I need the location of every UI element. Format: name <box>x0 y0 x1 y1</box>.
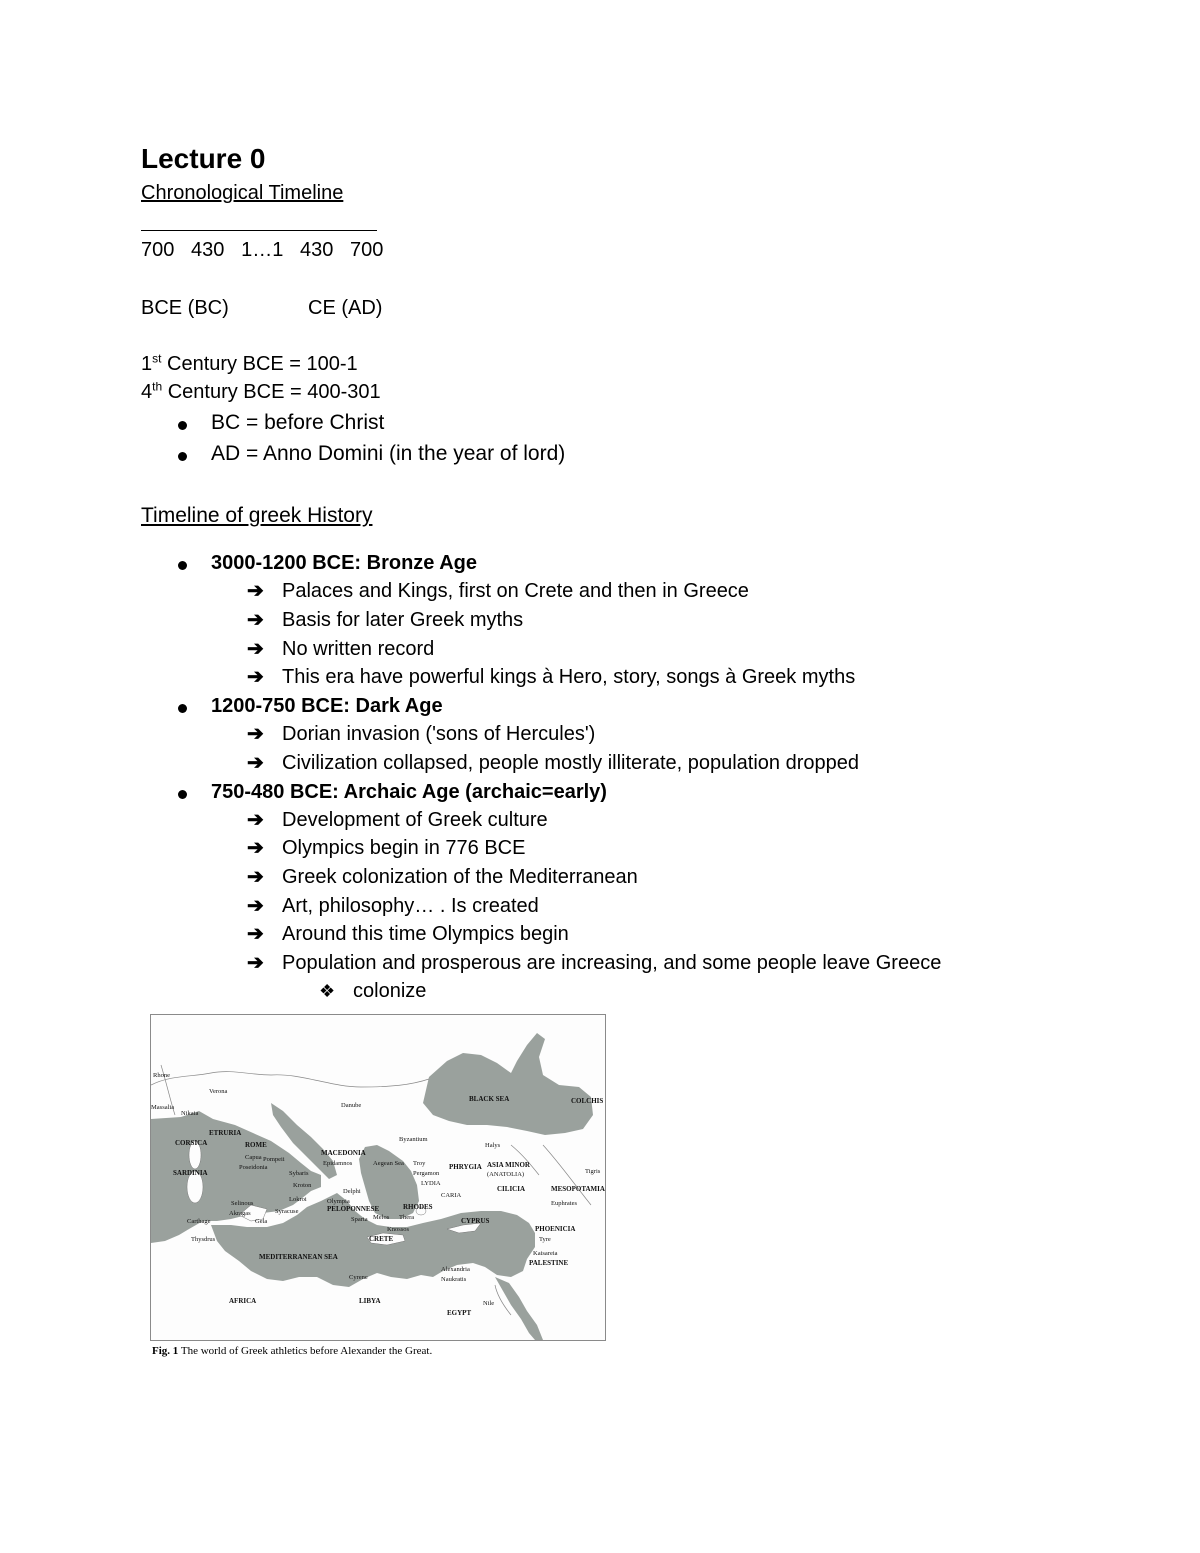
map-label: Byzantium <box>399 1136 428 1143</box>
bullet-icon <box>178 561 187 570</box>
bce-label: BCE (BC) <box>141 297 229 319</box>
arrow-right-icon: ➔ <box>247 638 264 660</box>
bullet-icon <box>178 421 187 430</box>
map-label: Verona <box>209 1088 228 1095</box>
arrow-right-icon: ➔ <box>247 866 264 888</box>
map-label: Naukratis <box>441 1276 467 1283</box>
map-label: Euphrates <box>551 1200 577 1207</box>
bullet-icon <box>178 790 187 799</box>
map-label: PHRYGIA <box>449 1163 482 1171</box>
map-label: Danube <box>341 1102 362 1109</box>
map-label: LYDIA <box>421 1180 441 1187</box>
figure-caption-text: The world of Greek athletics before Alexander the Great. <box>180 1345 433 1357</box>
map-label: CILICIA <box>497 1185 526 1193</box>
lecture-title: Lecture 0 <box>141 143 266 174</box>
century-4-text: Century BCE = 400-301 <box>162 381 381 403</box>
map-label: PALESTINE <box>529 1259 569 1267</box>
list-item: Basis for later Greek myths <box>282 609 524 631</box>
map-label: MACEDONIA <box>321 1149 366 1157</box>
map-label: SARDINIA <box>173 1169 208 1177</box>
century-1-line <box>141 352 358 376</box>
map-label: Gela <box>255 1218 268 1225</box>
map-label: Tyre <box>539 1236 551 1243</box>
map-label: COLCHIS <box>571 1097 604 1105</box>
sea-areas <box>151 1033 593 1340</box>
list-item: Greek colonization of the Mediterranean <box>282 866 638 888</box>
sub-list-item: colonize <box>353 980 427 1002</box>
map-label: RHODES <box>403 1203 433 1211</box>
map-label: Sybaris <box>289 1170 309 1177</box>
map-label: Poseidonia <box>239 1164 268 1171</box>
map-label: MESOPOTAMIA <box>551 1185 605 1193</box>
map-label: CYPRUS <box>461 1217 490 1225</box>
map-label: Nile <box>483 1300 495 1307</box>
map-label: Selinous <box>231 1200 254 1207</box>
list-item: This era have powerful kings à Hero, story, songs à Greek myths <box>282 666 856 688</box>
map-label: ROME <box>245 1141 267 1149</box>
list-item: Palaces and Kings, first on Crete and then in Greece <box>282 580 749 602</box>
arrow-right-icon: ➔ <box>247 723 264 745</box>
map-label: Sparta <box>351 1216 368 1223</box>
map-label: Knossos <box>387 1226 410 1233</box>
bullet-icon <box>178 704 187 713</box>
map-label: EGYPT <box>447 1309 472 1317</box>
arrow-right-icon: ➔ <box>247 952 264 974</box>
map-label: CORSICA <box>175 1139 208 1147</box>
map-label: Pergamon <box>413 1170 440 1177</box>
arrow-right-icon: ➔ <box>247 837 264 859</box>
map-label: MEDITERRANEAN SEA <box>259 1253 338 1261</box>
dark-age-heading: 1200-750 BCE: Dark Age <box>211 695 443 717</box>
map-label: CARIA <box>441 1192 462 1199</box>
map-drawing <box>151 1015 605 1340</box>
map-label: Massalia <box>151 1104 175 1111</box>
map-label: Kroton <box>293 1182 312 1189</box>
map-label: Akragas <box>229 1210 251 1217</box>
list-item: Civilization collapsed, people mostly illiterate, population dropped <box>282 752 860 774</box>
century-4-line <box>141 380 381 404</box>
century-4-sup: th <box>152 379 163 394</box>
map-label: Nikaia <box>181 1110 199 1117</box>
map-label: Thysdrus <box>191 1236 216 1243</box>
century-1-sup: st <box>152 351 162 366</box>
map-label: Thera <box>399 1214 415 1221</box>
map-label: LIBYA <box>359 1297 381 1305</box>
map-label: Syracuse <box>275 1208 299 1215</box>
arrow-right-icon: ➔ <box>247 580 264 602</box>
map-label: Capua <box>245 1154 262 1161</box>
timeline-rule <box>141 230 377 231</box>
map-label: Troy <box>413 1160 426 1167</box>
bc-definition: BC = before Christ <box>211 411 385 434</box>
ad-definition: AD = Anno Domini (in the year of lord) <box>211 442 566 465</box>
map-label: PHOENICIA <box>535 1225 576 1233</box>
timeline-numbers: 700 430 1…1 430 700 <box>141 239 384 261</box>
arrow-right-icon: ➔ <box>247 923 264 945</box>
map-label: Rhone <box>153 1072 170 1079</box>
map-label: Kaisareia <box>533 1250 558 1257</box>
map-label: Carthage <box>187 1218 211 1225</box>
map-label: ETRURIA <box>209 1129 242 1137</box>
map-label: PELOPONNESE <box>327 1205 380 1213</box>
map-label: Lokroi <box>289 1196 307 1203</box>
chronological-timeline-heading: Chronological Timeline <box>141 182 344 204</box>
greek-world-map <box>150 1014 606 1341</box>
list-item: Dorian invasion ('sons of Hercules') <box>282 723 596 745</box>
list-item: Around this time Olympics begin <box>282 923 569 945</box>
archaic-age-heading: 750-480 BCE: Archaic Age (archaic=early) <box>211 781 607 803</box>
greek-history-heading: Timeline of greek History <box>141 504 373 527</box>
map-label: BLACK SEA <box>469 1095 510 1103</box>
map-label: Tigris <box>585 1168 601 1175</box>
arrow-right-icon: ➔ <box>247 752 264 774</box>
list-item: No written record <box>282 638 435 660</box>
map-caption <box>152 1344 432 1358</box>
map-label: CRETE <box>369 1235 394 1243</box>
map-label: (ANATOLIA) <box>487 1171 525 1178</box>
map-label: Epidamnos <box>323 1160 353 1167</box>
bullet-icon <box>178 452 187 461</box>
list-item: Art, philosophy… . Is created <box>282 895 539 917</box>
century-1-text: Century BCE = 100-1 <box>161 353 358 375</box>
bronze-age-heading: 3000-1200 BCE: Bronze Age <box>211 552 478 574</box>
map-label: AFRICA <box>229 1297 257 1305</box>
century-4-number: 4 <box>141 381 153 403</box>
arrow-right-icon: ➔ <box>247 666 264 688</box>
map-label: Pompeii <box>263 1156 285 1163</box>
map-label: Delphi <box>343 1188 361 1195</box>
map-label: Cyrene <box>349 1274 368 1281</box>
list-item: Development of Greek culture <box>282 809 548 831</box>
list-item: Population and prosperous are increasing, and some people leave Greece <box>282 952 942 974</box>
figure-number: Fig. 1 <box>152 1345 179 1357</box>
arrow-right-icon: ➔ <box>247 609 264 631</box>
arrow-right-icon: ➔ <box>247 809 264 831</box>
map-label: Melos <box>373 1214 390 1221</box>
arrow-right-icon: ➔ <box>247 895 264 917</box>
diamond-bullet-icon: ❖ <box>319 981 336 1001</box>
map-label: ASIA MINOR <box>487 1161 530 1169</box>
list-item: Olympics begin in 776 BCE <box>282 837 526 859</box>
map-label: Olympia <box>327 1198 350 1205</box>
map-label: Alexandria <box>441 1266 470 1273</box>
century-1-number: 1 <box>141 353 153 375</box>
map-label: Halys <box>485 1142 501 1149</box>
ce-label: CE (AD) <box>308 297 383 319</box>
map-label: Aegean Sea <box>373 1160 404 1167</box>
